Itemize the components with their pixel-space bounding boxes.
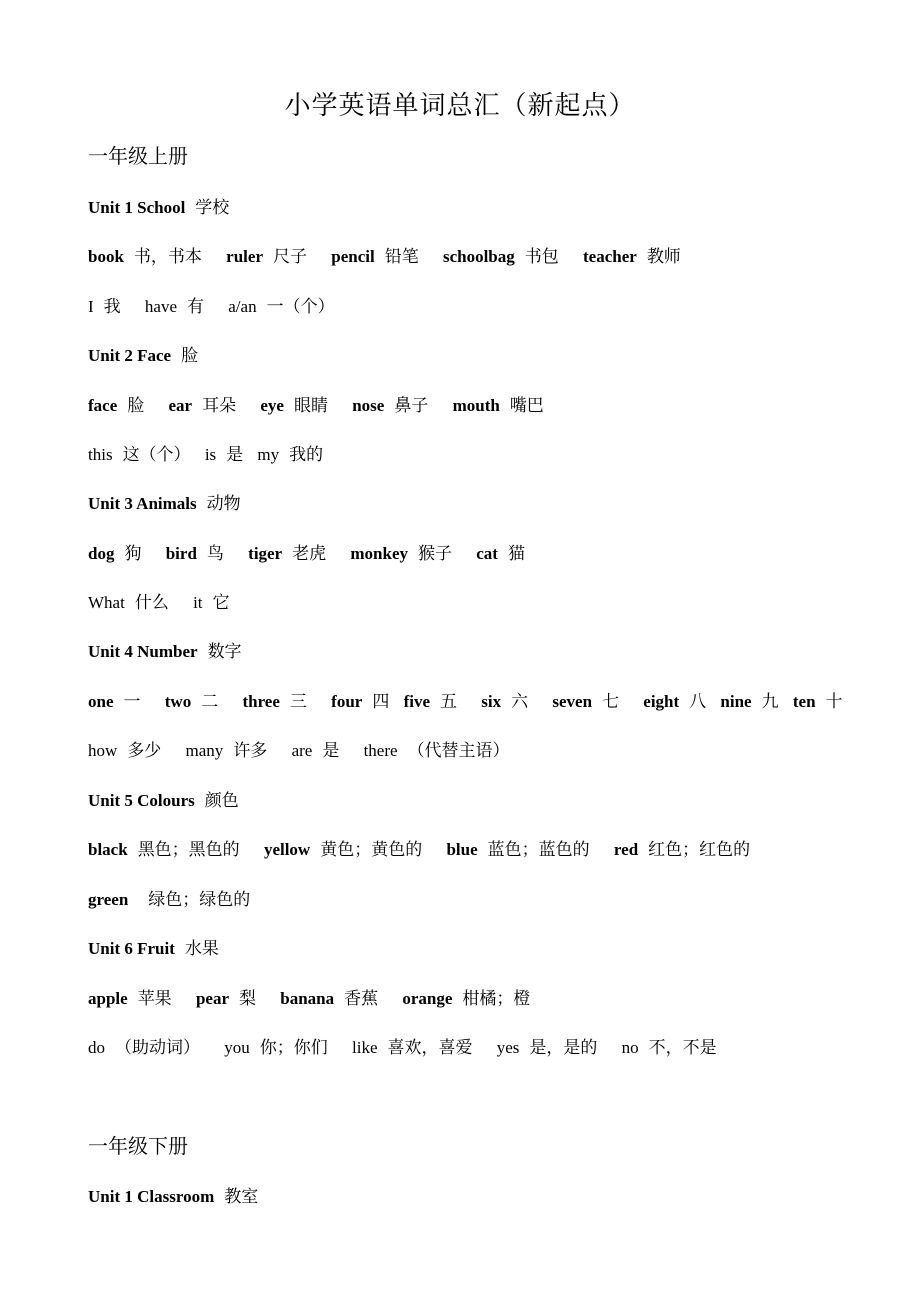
word: schoolbag — [442, 247, 515, 266]
word: I — [88, 297, 94, 316]
unit-heading — [88, 937, 219, 961]
word-cn: 六 — [511, 692, 529, 712]
word-cn: 十 — [825, 692, 843, 712]
unit-title-cn: 数字 — [207, 642, 242, 662]
word-cn: 嘴巴 — [509, 396, 544, 416]
word-cn: 不，不是 — [648, 1038, 717, 1058]
word-cn: 红色；红色的 — [648, 840, 751, 860]
word-cn: 狗 — [124, 544, 142, 564]
word-cn: 二 — [201, 692, 219, 712]
word: red — [613, 840, 639, 859]
word: ruler — [226, 247, 263, 266]
unit-title: Unit 1 School — [88, 198, 186, 217]
unit-title-cn: 动物 — [206, 494, 241, 514]
word: there — [363, 741, 398, 760]
unit-title: Unit 2 Face — [88, 346, 172, 365]
extra-line — [88, 591, 230, 615]
extra-line — [88, 739, 510, 763]
word-cn: 脸 — [127, 396, 145, 416]
word-cn: （代替主语） — [407, 741, 510, 761]
word: it — [193, 593, 203, 612]
word: cat — [476, 544, 498, 563]
word: ten — [792, 692, 816, 711]
word: three — [242, 692, 280, 711]
word-cn: 三 — [289, 692, 307, 712]
word-cn: 它 — [212, 593, 230, 613]
word: teacher — [583, 247, 637, 266]
unit-title: Unit 4 Number — [88, 642, 198, 661]
unit-heading — [88, 196, 229, 220]
unit-title-cn: 学校 — [195, 198, 230, 218]
word-cn: 是 — [226, 445, 244, 465]
word: yes — [496, 1038, 520, 1057]
word: one — [88, 692, 114, 711]
word-cn: 教师 — [646, 247, 681, 267]
unit-title-cn: 教室 — [224, 1187, 259, 1207]
word-cn: 七 — [602, 692, 620, 712]
word: tiger — [248, 544, 283, 563]
word: dog — [88, 544, 115, 563]
unit-heading — [88, 789, 239, 813]
word-cn: 柑橘；橙 — [462, 989, 531, 1009]
vocab-line — [88, 542, 525, 566]
word-cn: 四 — [372, 692, 390, 712]
word-cn: 喜欢，喜爱 — [387, 1038, 473, 1058]
word-cn: 你；你们 — [259, 1038, 328, 1058]
unit-title-cn: 颜色 — [204, 791, 239, 811]
word-cn: 梨 — [238, 989, 256, 1009]
word-cn: 鼻子 — [394, 396, 429, 416]
unit-title: Unit 5 Colours — [88, 791, 195, 810]
word-cn: 猴子 — [418, 544, 453, 564]
word: What — [88, 593, 125, 612]
word: ear — [168, 396, 193, 415]
unit-heading — [88, 1185, 258, 1209]
word: yellow — [263, 840, 311, 859]
word-cn: 五 — [440, 692, 458, 712]
word: mouth — [452, 396, 500, 415]
word: how — [88, 741, 118, 760]
unit-title: Unit 6 Fruit — [88, 939, 175, 958]
vocab-line — [88, 690, 843, 714]
word: you — [224, 1038, 250, 1057]
word-cn: 鸟 — [206, 544, 224, 564]
word: five — [403, 692, 431, 711]
extra-line — [88, 443, 323, 467]
word: are — [291, 741, 313, 760]
word-cn: 蓝色；蓝色的 — [487, 840, 590, 860]
word-cn: 我 — [103, 297, 121, 317]
word: apple — [88, 989, 128, 1008]
word-cn: 一 — [123, 692, 141, 712]
word: orange — [402, 989, 453, 1008]
word-cn: 书，书本 — [133, 247, 202, 267]
word: blue — [446, 840, 478, 859]
unit-title-cn: 水果 — [184, 939, 219, 959]
unit-heading — [88, 492, 241, 516]
word-cn: 一（个） — [266, 297, 335, 317]
word: pear — [195, 989, 229, 1008]
word-cn: 猫 — [507, 544, 525, 564]
word-cn: 铅笔 — [384, 247, 419, 267]
word: is — [204, 445, 217, 464]
word-cn: 黄色；黄色的 — [320, 840, 423, 860]
word: book — [88, 247, 124, 266]
word-cn: 苹果 — [137, 989, 172, 1009]
word: seven — [552, 692, 593, 711]
word: face — [88, 396, 118, 415]
word-cn: 耳朵 — [202, 396, 237, 416]
word-cn: 这（个） — [122, 445, 191, 465]
unit-title-cn: 脸 — [181, 346, 199, 366]
word: pencil — [331, 247, 375, 266]
word: black — [88, 840, 128, 859]
word-cn: 香蕉 — [344, 989, 379, 1009]
unit-title: Unit 3 Animals — [88, 494, 197, 513]
word-cn: 尺子 — [273, 247, 307, 267]
word-cn: 是 — [322, 741, 340, 761]
word: six — [481, 692, 502, 711]
extra-line — [88, 295, 335, 319]
grade-heading-1a: 一年级上册 — [88, 144, 188, 168]
grade-heading-1b: 一年级下册 — [88, 1134, 188, 1158]
word: no — [621, 1038, 639, 1057]
word: a/an — [228, 297, 257, 316]
word-cn: 八 — [689, 692, 707, 712]
vocab-line — [88, 394, 544, 418]
word-cn: 书包 — [524, 247, 559, 267]
word: do — [88, 1038, 105, 1057]
word-cn: 什么 — [134, 593, 169, 613]
extra-line — [88, 1036, 717, 1060]
word: green — [88, 890, 129, 909]
word-cn: 是，是的 — [529, 1038, 598, 1058]
word: bird — [165, 544, 197, 563]
unit-heading — [88, 640, 242, 664]
word-cn: 多少 — [127, 741, 162, 761]
word-cn: 绿色；绿色的 — [148, 890, 251, 910]
vocab-line — [88, 987, 530, 1011]
vocab-line — [88, 838, 750, 862]
document-title: 小学英语单词总汇（新起点） — [284, 91, 636, 121]
word-cn: 我的 — [289, 445, 324, 465]
vocab-line — [88, 888, 250, 912]
vocab-line — [88, 245, 681, 269]
word-cn: 黑色；黑色的 — [137, 840, 240, 860]
word-cn: 老虎 — [292, 544, 327, 564]
word-cn: 许多 — [233, 741, 268, 761]
word: nose — [352, 396, 385, 415]
word: four — [331, 692, 363, 711]
word: nine — [720, 692, 752, 711]
word: banana — [280, 989, 335, 1008]
word-cn: （助动词） — [115, 1038, 200, 1058]
word-cn: 有 — [187, 297, 205, 317]
unit-heading — [88, 344, 198, 368]
word: this — [88, 445, 113, 464]
word: like — [352, 1038, 378, 1057]
word: my — [257, 445, 280, 464]
word: eight — [643, 692, 680, 711]
word-cn: 九 — [761, 692, 779, 712]
word: two — [164, 692, 192, 711]
word: have — [144, 297, 178, 316]
word: many — [185, 741, 224, 760]
unit-title: Unit 1 Classroom — [88, 1187, 215, 1206]
word-cn: 眼睛 — [293, 396, 328, 416]
word: eye — [260, 396, 284, 415]
word: monkey — [350, 544, 409, 563]
